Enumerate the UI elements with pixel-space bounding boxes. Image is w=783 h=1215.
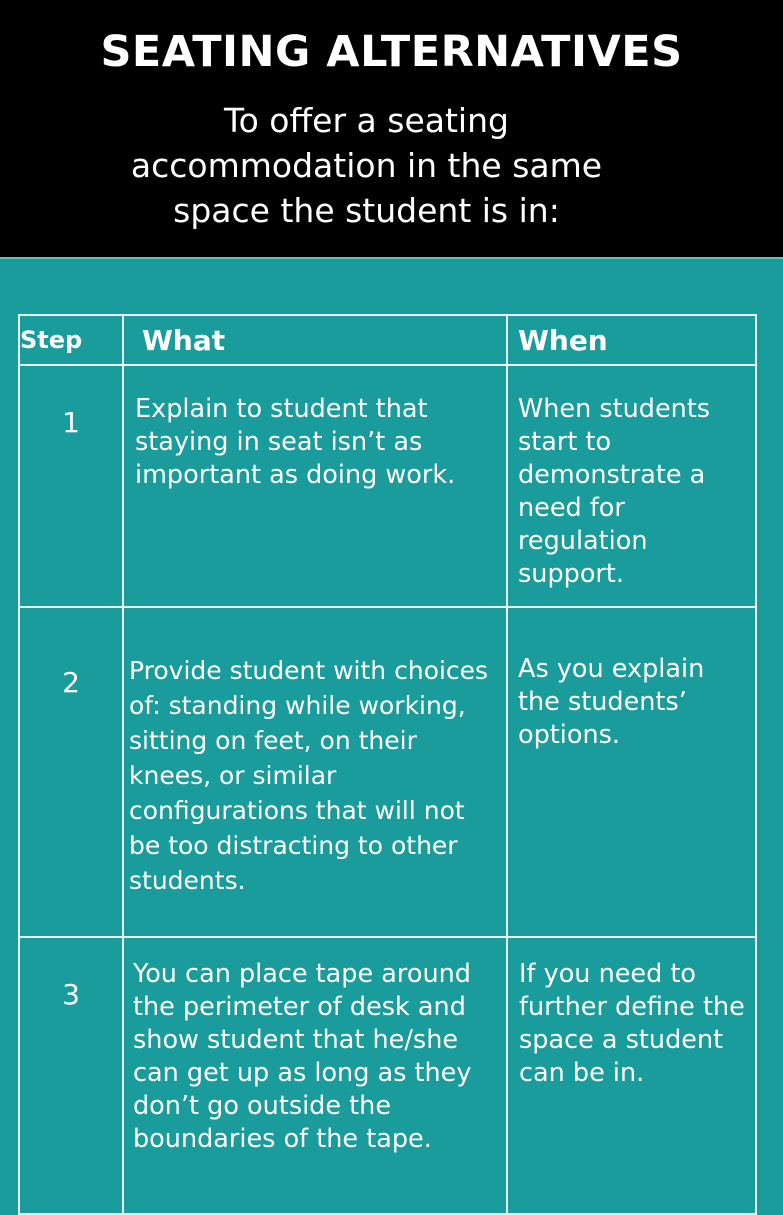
- step-number: 1: [19, 365, 123, 607]
- table-row: [19, 607, 756, 937]
- step-what: Explain to student that staying in seat isn’t as important as doing work.: [123, 365, 507, 607]
- table-row: [19, 937, 756, 1214]
- column-header-step: Step: [19, 315, 123, 365]
- column-header-when: When: [507, 315, 756, 365]
- table-row: [19, 365, 756, 607]
- page-title: SEATING ALTERNATIVES: [100, 27, 683, 77]
- step-when: When students start to demonstrate a need for regulation support.: [507, 365, 756, 607]
- table-header-row: [19, 315, 756, 365]
- step-what: You can place tape around the perimeter of desk and show student that he/she can get up as long as they don’t go outside the boundaries of the tape.: [123, 937, 507, 1214]
- steps-table: [18, 314, 757, 1215]
- page-subtitle: To offer a seating accommodation in the same space the student is in:: [130, 101, 603, 230]
- header-banner: [0, 0, 783, 259]
- step-when: As you explain the students’ options.: [507, 607, 756, 937]
- step-number: 2: [19, 607, 123, 937]
- step-what: Provide student with choices of: standing while working, sitting on feet, on their knees, or similar configurations that will not be too distracting to other students.: [123, 607, 507, 937]
- step-number: 3: [19, 937, 123, 1214]
- step-when: If you need to further define the space a student can be in.: [507, 937, 756, 1214]
- column-header-what: What: [123, 315, 507, 365]
